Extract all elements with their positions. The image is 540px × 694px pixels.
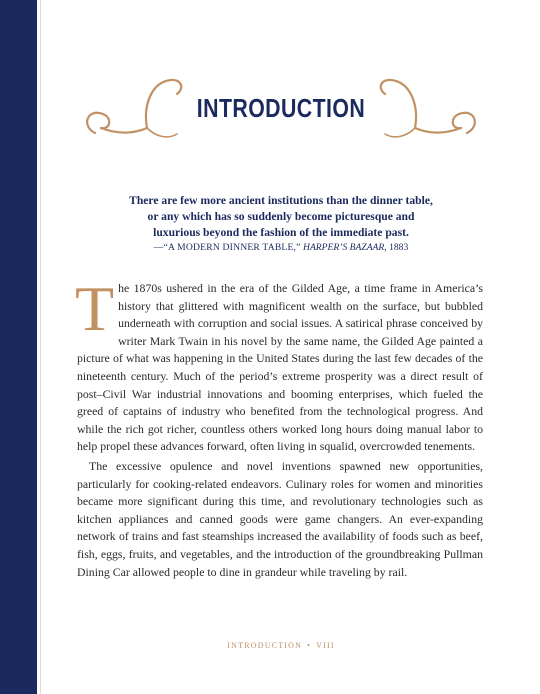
- attribution-publication: HARPER’S BAZAAR: [303, 242, 385, 253]
- footer-separator: •: [307, 641, 312, 650]
- side-hairline: [40, 0, 41, 694]
- footer-page-number: VIII: [316, 641, 335, 650]
- epigraph: [77, 193, 485, 254]
- drop-cap: T: [75, 273, 115, 344]
- paragraph-2: The excessive opulence and novel inventions spawned new opportunities, particularly for cooking-related endeavors. Culinary roles for women and minorities became more significant during this time, and revolutionary technologies such as kitchen appliances and canned goods were game changers. An ever-expanding network of trains and fast steamships increased the availability of foods such as beef, fish, eggs, fruits, and vegetables, and the introduction of the groundbreaking Pullman Dining Car allowed people to dine in grandeur while traveling by rail.: [77, 458, 483, 579]
- side-stripe: [0, 0, 37, 694]
- running-footer: [77, 641, 485, 650]
- body-text: [75, 273, 483, 581]
- attribution-source: —“A MODERN DINNER TABLE,”: [153, 242, 301, 253]
- attribution-year: , 1883: [384, 242, 409, 253]
- title-block: [77, 70, 485, 150]
- epigraph-quote-line-2: or any which has so suddenly become picturesque and: [147, 210, 415, 223]
- epigraph-attribution: [77, 241, 485, 254]
- page-content: [77, 0, 485, 694]
- epigraph-quote-line-1: There are few more ancient institutions than the dinner table,: [129, 194, 433, 207]
- epigraph-quote-line-3: luxurious beyond the fashion of the immediate past.: [153, 226, 409, 239]
- paragraph-1: [75, 273, 483, 456]
- page-title: INTRODUCTION: [196, 93, 366, 123]
- footer-section: INTRODUCTION: [227, 641, 303, 650]
- paragraph-1-text: he 1870s ushered in the era of the Gilded Age, a time frame in America’s history that glittered with magnificent wealth on the surface, but bubbled underneath with corruption and social issues. A satirical phrase conceived by writer Mark Twain in his novel by the same name, the Gilded Age painted a picture of what was happening in the United States during the last few decades of the nineteenth century. Much of the period’s extreme prosperity was a direct result of post–Civil War industrial innovations and booming enterprises, which fueled the greed of captains of industry who benefited from the technological progress. And while the rich got richer, countless others worked long hours doing manual labor to help propel these advances forward, often living in squalid, overcrowded tenements.: [77, 281, 483, 454]
